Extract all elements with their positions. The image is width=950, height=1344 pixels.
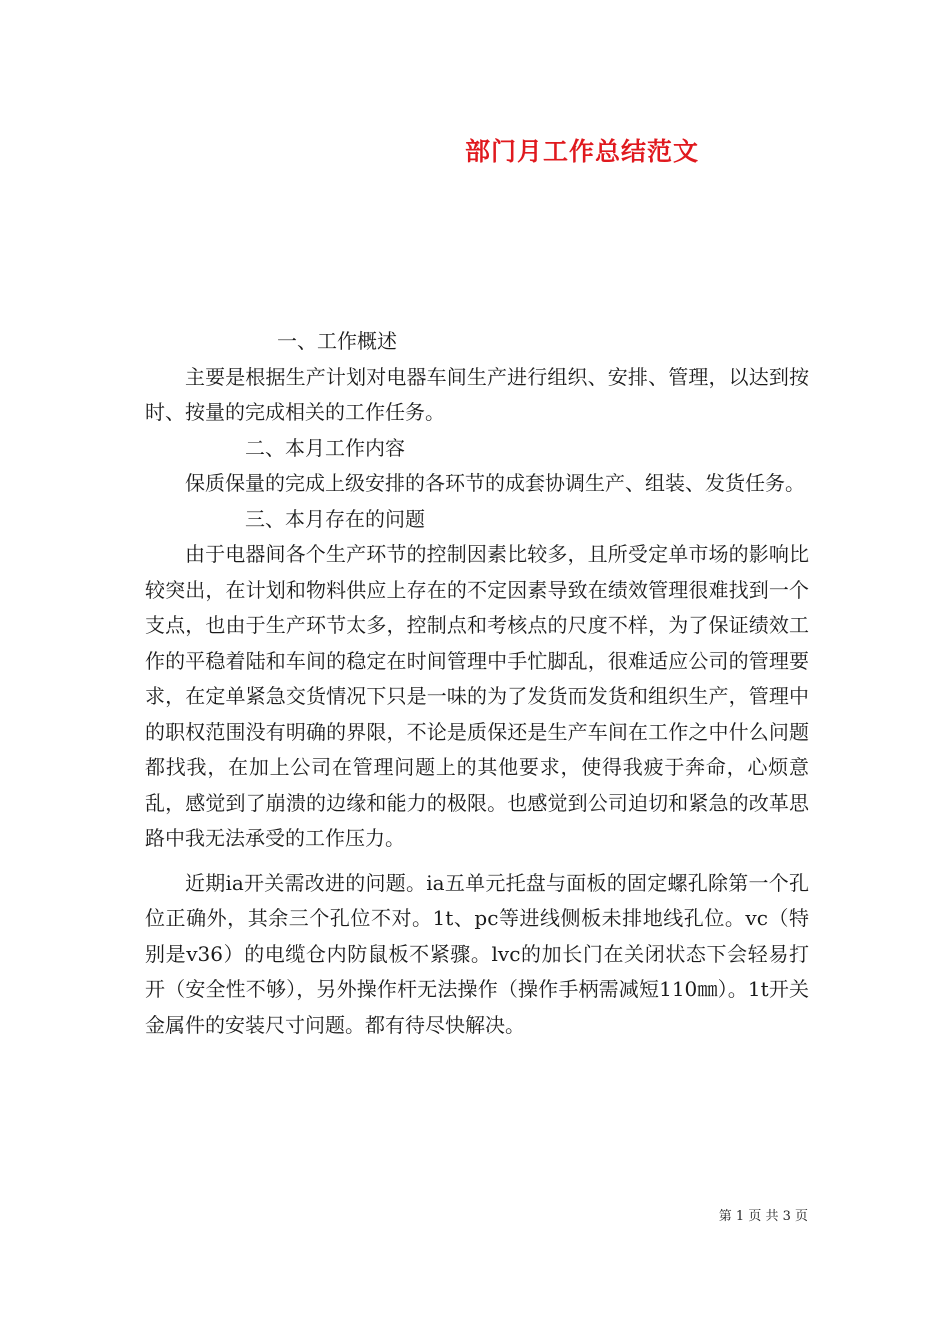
paragraph-work-content: 保质保量的完成上级安排的各环节的成套协调生产、组装、发货任务。 (185, 471, 805, 495)
paragraph-problems: 由于电器间各个生产环节的控制因素比较多，且所受定单市场的影响比较突出，在计划和物料供应上存在的不定因素导致在绩效管理很难找到一个支点，也由于生产环节太多，控制点和考核点的尺度不样，为了保证绩效工作的平稳着陆和车间的稳定在时间管理中手忙脚乱，很难适应公司的管理要求，在定单紧急交货情况下只是一味的为了发货而发货和组织生产，管理中的职权范围没有明确的界限，不论是质保还是生产车间在工作之中什么问题都找我，在加上公司在管理问题上的其他要求，使得我疲于奔命，心烦意乱，感觉到了崩溃的边缘和能力的极限。也感觉到公司迫切和紧急的改革思路中我无法承受的工作压力。 (145, 542, 809, 850)
paragraph-overview: 主要是根据生产计划对电器车间生产进行组织、安排、管理，以达到按时、按量的完成相关的工作任务。 (145, 364, 809, 424)
page-title: 部门月工作总结范文 (464, 137, 699, 166)
section-heading-work-content: 二、本月工作内容 (245, 435, 405, 460)
section-heading-overview: 一、工作概述 (277, 329, 397, 353)
page-number-footer: 第 1 页 共 3 页 (718, 1209, 808, 1224)
section-heading-problems: 三、本月存在的问题 (245, 506, 425, 531)
document-body (145, 324, 809, 1043)
paragraph-switch-issues: 近期ia开关需改进的问题。ia五单元托盘与面板的固定螺孔除第一个孔位正确外，其余三个孔位不对。1t、pc等进线侧板未排地线孔位。vc（特别是v36）的电缆仓内防鼠板不紧骤。lvc的加长门在关闭状态下会轻易打开（安全性不够），另外操作杆无法操作（操作手柄需减短110㎜）。1t开关金属件的安装尺寸问题。都有待尽快解决。 (145, 870, 809, 1037)
